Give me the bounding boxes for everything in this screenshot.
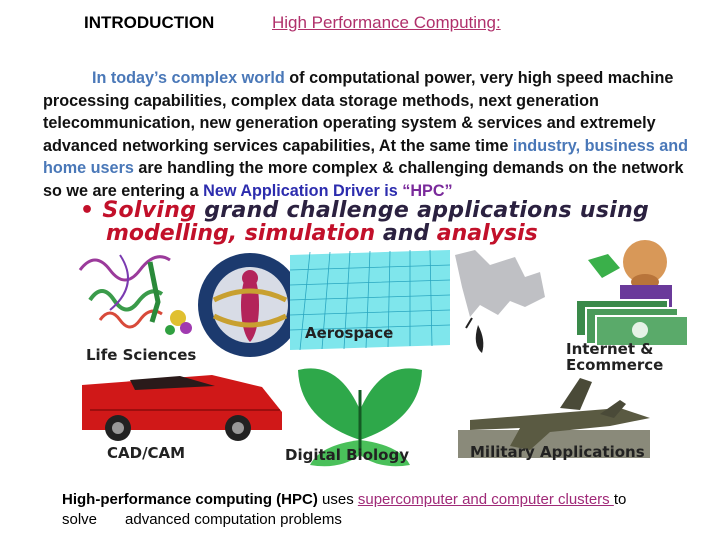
intro-highlight-world: In today’s complex world [92, 69, 285, 87]
banner-and: and [375, 221, 437, 246]
hpc-topic-link[interactable]: High Performance Computing: [272, 13, 501, 32]
hpc-definition [62, 490, 702, 530]
definition-solve: solve [62, 511, 98, 528]
banner-simulation: simulation [244, 221, 376, 246]
intro-highlight-hpc: “HPC” [397, 181, 453, 200]
label-digital-biology: Digital Biology [285, 446, 409, 464]
supercomputer-clusters-link[interactable]: supercomputer and computer clusters [357, 491, 614, 508]
banner-solving: Solving [102, 198, 197, 223]
label-internet: Internet & [566, 340, 654, 358]
intro-text-2: are handling the more complex & challenging demands on the network so we are entering a [43, 159, 684, 200]
definition-uses: uses [317, 491, 358, 508]
label-life-sciences: Life Sciences [86, 346, 197, 364]
definition-rest: advanced computation problems [125, 511, 342, 528]
spacecraft-image [455, 250, 545, 353]
biology-badge-image [198, 253, 302, 357]
intro-highlight-users: industry, business and home users [43, 136, 689, 178]
banner-modelling: modelling, [106, 221, 245, 246]
label-cad-cam: CAD/CAM [107, 444, 186, 462]
section-heading: INTRODUCTION [84, 13, 215, 32]
intro-highlight-driver: New Application Driver is [203, 181, 398, 200]
banner-analysis: analysis [436, 221, 538, 246]
ecommerce-money-image [576, 240, 688, 346]
label-ecommerce: Ecommerce [566, 356, 664, 374]
red-sports-car-image [82, 375, 282, 441]
banner-grand-challenge: grand challenge applications using [196, 198, 650, 223]
intro-text-1: of computational power, very high speed machine processing capabilities, complex data storage methods, next generation telecommunication, new generation operating system & services and extremely advanced networking services capabilities, At the same time [43, 69, 674, 155]
label-aerospace: Aerospace [305, 324, 394, 342]
label-military: Military Applications [470, 443, 645, 461]
banner-bullet: • [80, 198, 95, 223]
protein-structure-image [72, 250, 200, 340]
definition-to: to [613, 491, 627, 508]
definition-term: High-performance computing (HPC) [62, 491, 318, 508]
